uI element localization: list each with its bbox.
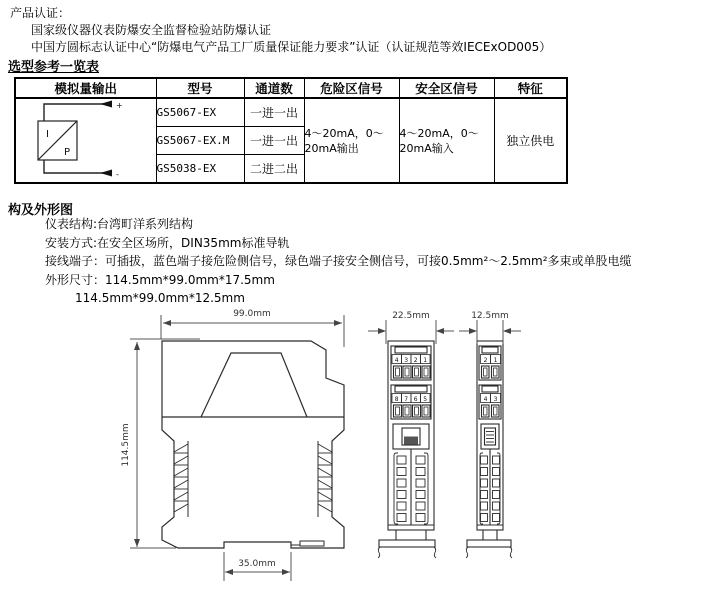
structure-line: 外形尺寸：114.5mm*99.0mm*17.5mm bbox=[45, 272, 275, 287]
dimension-arrows bbox=[378, 328, 444, 334]
front-view-narrow bbox=[466, 341, 512, 558]
symbol-p-label: P bbox=[64, 147, 71, 158]
terminal-number: 1 bbox=[423, 357, 428, 364]
column-header-feature: 特征 bbox=[494, 78, 567, 98]
column-header-model: 型号 bbox=[156, 78, 244, 98]
minus-label: - bbox=[116, 170, 120, 178]
model-cell: GS5067-EX.M bbox=[156, 126, 244, 154]
column-header-channels: 通道数 bbox=[244, 78, 304, 98]
dimension-arrows bbox=[469, 328, 511, 334]
terminal-number: 8 bbox=[394, 396, 399, 403]
terminal-number: 2 bbox=[483, 357, 488, 364]
certification-title: 产品认证： bbox=[10, 6, 71, 20]
side-view bbox=[162, 341, 344, 548]
hatch-right bbox=[318, 444, 332, 512]
terminal-number: 3 bbox=[493, 396, 498, 403]
channel-cell: 二进二出 bbox=[244, 155, 304, 183]
channel-cell: 一进一出 bbox=[244, 126, 304, 154]
structure-line: 接线端子：可插拔，蓝色端子接危险侧信号，绿色端子接安全侧信号，可接0.5mm²～2.5mm²多束或单股电缆 bbox=[45, 254, 632, 268]
model-cell: GS5038-EX bbox=[156, 155, 244, 183]
certification-line: 国家级仪器仪表防爆安全监督检验站防爆认证 bbox=[31, 23, 272, 37]
terminal-number: 3 bbox=[404, 357, 409, 364]
dimension-label-view1: 22.5mm bbox=[392, 311, 430, 321]
selection-table-heading: 选型参考一览表 bbox=[8, 60, 100, 75]
safe-signal-cell: 4～20mA，0～20mA输入 bbox=[399, 98, 494, 183]
certification-line: 中国方圆标志认证中心“防爆电气产品工厂质量保证能力要求”认证（认证规范等效IECExOD005） bbox=[31, 40, 552, 54]
structure-line: 安装方式:在安全区场所，DIN35mm标准导轨 bbox=[45, 235, 290, 250]
dimension-arrows bbox=[134, 320, 342, 575]
dimension-label-view2: 12.5mm bbox=[471, 311, 509, 321]
channel-cell: 一进一出 bbox=[244, 98, 304, 126]
structure-line: 仪表结构:台湾町洋系列结构 bbox=[45, 217, 194, 231]
hatch-left bbox=[174, 444, 188, 512]
terminal-number: 7 bbox=[404, 396, 409, 403]
front-view-narrow-dimension bbox=[459, 320, 521, 344]
hazard-signal-cell: 4～20mA，0～20mA输出 bbox=[304, 98, 399, 183]
terminal-number: 5 bbox=[423, 396, 428, 403]
column-header-safe-signal: 安全区信号 bbox=[399, 78, 494, 98]
terminal-number: 4 bbox=[394, 357, 399, 364]
terminal-number: 6 bbox=[413, 396, 418, 403]
structure-line: 114.5mm*99.0mm*12.5mm bbox=[75, 291, 245, 305]
symbol-i-label: I bbox=[46, 129, 50, 140]
feature-cell: 独立供电 bbox=[494, 98, 567, 183]
dimension-label-height: 114.5mm bbox=[121, 423, 131, 467]
column-header-hazard-signal: 危险区信号 bbox=[304, 78, 399, 98]
front-view-wide bbox=[378, 341, 436, 558]
terminal-number: 4 bbox=[483, 396, 488, 403]
structure-heading: 构及外形图 bbox=[8, 203, 74, 218]
terminal-number: 1 bbox=[493, 357, 498, 364]
terminal-number: 2 bbox=[413, 357, 418, 364]
plus-label: + bbox=[116, 101, 123, 110]
dimension-label-rail: 35.0mm bbox=[238, 559, 276, 569]
dimension-label-width: 99.0mm bbox=[233, 309, 271, 319]
column-header-analog-output: 模拟量输出 bbox=[15, 78, 156, 98]
model-cell: GS5067-EX bbox=[156, 98, 244, 126]
